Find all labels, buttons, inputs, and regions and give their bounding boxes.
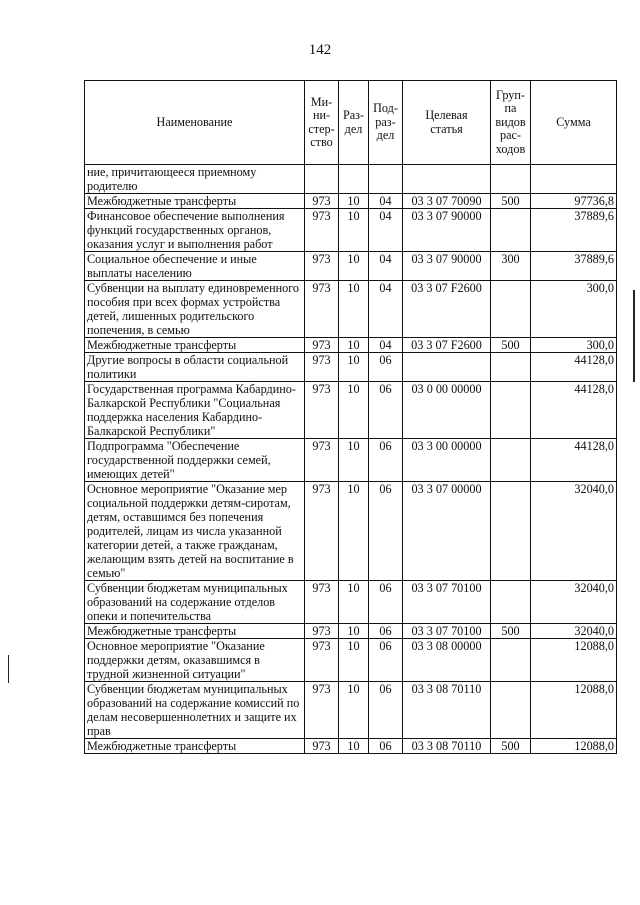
table-row	[85, 739, 617, 754]
cell-name: Подпрограмма "Обеспечение государственной поддержки семей, имеющих детей"	[85, 439, 305, 482]
cell-ministry: 973	[305, 739, 339, 754]
header-amount: Сумма	[531, 81, 617, 165]
cell-section: 10	[339, 739, 369, 754]
cell-amount: 44128,0	[531, 439, 617, 482]
cell-article: 03 3 08 00000	[403, 639, 491, 682]
cell-name: Межбюджетные трансферты	[85, 739, 305, 754]
cell-ministry: 973	[305, 382, 339, 439]
cell-group: 500	[491, 194, 531, 209]
cell-name: Межбюджетные трансферты	[85, 624, 305, 639]
cell-ministry: 973	[305, 682, 339, 739]
table-row	[85, 338, 617, 353]
cell-article: 03 3 00 00000	[403, 439, 491, 482]
header-subsection: Под- раз- дел	[369, 81, 403, 165]
header-section: Раз- дел	[339, 81, 369, 165]
cell-subsection: 04	[369, 338, 403, 353]
cell-article	[403, 165, 491, 194]
cell-ministry: 973	[305, 209, 339, 252]
cell-section: 10	[339, 194, 369, 209]
cell-amount: 300,0	[531, 338, 617, 353]
cell-section: 10	[339, 382, 369, 439]
cell-subsection: 04	[369, 281, 403, 338]
cell-section: 10	[339, 482, 369, 581]
cell-article: 03 0 00 00000	[403, 382, 491, 439]
cell-section: 10	[339, 338, 369, 353]
cell-subsection: 06	[369, 639, 403, 682]
cell-group	[491, 581, 531, 624]
cell-amount: 32040,0	[531, 581, 617, 624]
cell-ministry: 973	[305, 194, 339, 209]
cell-group	[491, 639, 531, 682]
cell-amount: 12088,0	[531, 682, 617, 739]
header-ministry: Ми- ни- стер- ство	[305, 81, 339, 165]
table-body	[85, 165, 617, 754]
cell-section: 10	[339, 624, 369, 639]
table-row	[85, 353, 617, 382]
cell-subsection: 04	[369, 209, 403, 252]
cell-article: 03 3 07 70100	[403, 624, 491, 639]
header-expense-group: Груп- па видов рас- ходов	[491, 81, 531, 165]
table-row	[85, 624, 617, 639]
table-row	[85, 165, 617, 194]
cell-amount: 12088,0	[531, 639, 617, 682]
cell-name: Основное мероприятие "Оказание поддержки детям, оказавшимся в трудной жизненной ситуации"	[85, 639, 305, 682]
cell-subsection	[369, 165, 403, 194]
cell-name: Основное мероприятие "Оказание мер социальной поддержки детям-сиротам, детям, оставшимся без попечения родителей, лицам из числа указанной категории детей, а также гражданам, желающим взять детей на воспитание в семью"	[85, 482, 305, 581]
cell-subsection: 06	[369, 624, 403, 639]
cell-article: 03 3 07 90000	[403, 209, 491, 252]
cell-subsection: 06	[369, 439, 403, 482]
budget-table	[84, 80, 617, 754]
cell-article: 03 3 07 90000	[403, 252, 491, 281]
cell-group	[491, 165, 531, 194]
cell-section: 10	[339, 353, 369, 382]
cell-article: 03 3 07 70100	[403, 581, 491, 624]
cell-section: 10	[339, 281, 369, 338]
table-row	[85, 252, 617, 281]
cell-subsection: 06	[369, 482, 403, 581]
cell-ministry: 973	[305, 281, 339, 338]
cell-amount: 12088,0	[531, 739, 617, 754]
cell-name: Межбюджетные трансферты	[85, 194, 305, 209]
cell-ministry: 973	[305, 439, 339, 482]
margin-mark-right	[633, 290, 635, 382]
cell-name: ние, причитающееся приемному родителю	[85, 165, 305, 194]
cell-amount: 37889,6	[531, 252, 617, 281]
table-row	[85, 581, 617, 624]
cell-ministry: 973	[305, 639, 339, 682]
cell-name: Субвенции бюджетам муниципальных образований на содержание отделов опеки и попечительства	[85, 581, 305, 624]
table-row	[85, 209, 617, 252]
cell-subsection: 04	[369, 194, 403, 209]
cell-group: 500	[491, 338, 531, 353]
table-row	[85, 682, 617, 739]
table-row	[85, 482, 617, 581]
header-name: Наименование	[85, 81, 305, 165]
cell-subsection: 06	[369, 382, 403, 439]
cell-group	[491, 482, 531, 581]
cell-subsection: 06	[369, 581, 403, 624]
cell-name: Субвенции на выплату единовременного пособия при всех формах устройства детей, лишенных родительского попечения, в семью	[85, 281, 305, 338]
cell-section: 10	[339, 439, 369, 482]
cell-ministry: 973	[305, 252, 339, 281]
cell-ministry: 973	[305, 624, 339, 639]
cell-subsection: 06	[369, 353, 403, 382]
cell-amount: 97736,8	[531, 194, 617, 209]
cell-amount: 32040,0	[531, 482, 617, 581]
cell-section: 10	[339, 581, 369, 624]
cell-article	[403, 353, 491, 382]
cell-name: Социальное обеспечение и иные выплаты населению	[85, 252, 305, 281]
cell-group	[491, 439, 531, 482]
cell-subsection: 06	[369, 739, 403, 754]
cell-article: 03 3 07 F2600	[403, 281, 491, 338]
table-row	[85, 382, 617, 439]
cell-name: Другие вопросы в области социальной политики	[85, 353, 305, 382]
cell-group	[491, 281, 531, 338]
cell-amount: 44128,0	[531, 353, 617, 382]
table-row	[85, 439, 617, 482]
cell-amount: 37889,6	[531, 209, 617, 252]
table-row	[85, 639, 617, 682]
cell-ministry: 973	[305, 482, 339, 581]
cell-subsection: 04	[369, 252, 403, 281]
table-header-row	[85, 81, 617, 165]
cell-ministry: 973	[305, 338, 339, 353]
cell-article: 03 3 07 70090	[403, 194, 491, 209]
cell-ministry: 973	[305, 581, 339, 624]
page-number: 142	[308, 42, 332, 58]
cell-group	[491, 382, 531, 439]
cell-article: 03 3 08 70110	[403, 682, 491, 739]
cell-section: 10	[339, 682, 369, 739]
cell-section	[339, 165, 369, 194]
cell-ministry: 973	[305, 353, 339, 382]
cell-amount	[531, 165, 617, 194]
cell-group: 300	[491, 252, 531, 281]
table-row	[85, 281, 617, 338]
cell-amount: 44128,0	[531, 382, 617, 439]
cell-name: Субвенции бюджетам муниципальных образований на содержание комиссий по делам несовершеннолетних и защите их прав	[85, 682, 305, 739]
cell-group: 500	[491, 624, 531, 639]
cell-subsection: 06	[369, 682, 403, 739]
cell-section: 10	[339, 639, 369, 682]
table-row	[85, 194, 617, 209]
cell-article: 03 3 07 00000	[403, 482, 491, 581]
margin-mark-left	[8, 655, 9, 683]
cell-group	[491, 209, 531, 252]
cell-amount: 300,0	[531, 281, 617, 338]
cell-name: Государственная программа Кабардино-Балкарской Республики "Социальная поддержка населения Кабардино-Балкарской Республики"	[85, 382, 305, 439]
cell-group	[491, 353, 531, 382]
cell-name: Финансовое обеспечение выполнения функций государственных органов, оказания услуг и выполнения работ	[85, 209, 305, 252]
cell-article: 03 3 08 70110	[403, 739, 491, 754]
header-target-article: Целевая статья	[403, 81, 491, 165]
cell-section: 10	[339, 209, 369, 252]
cell-group: 500	[491, 739, 531, 754]
cell-group	[491, 682, 531, 739]
cell-ministry	[305, 165, 339, 194]
cell-amount: 32040,0	[531, 624, 617, 639]
cell-article: 03 3 07 F2600	[403, 338, 491, 353]
cell-name: Межбюджетные трансферты	[85, 338, 305, 353]
cell-section: 10	[339, 252, 369, 281]
